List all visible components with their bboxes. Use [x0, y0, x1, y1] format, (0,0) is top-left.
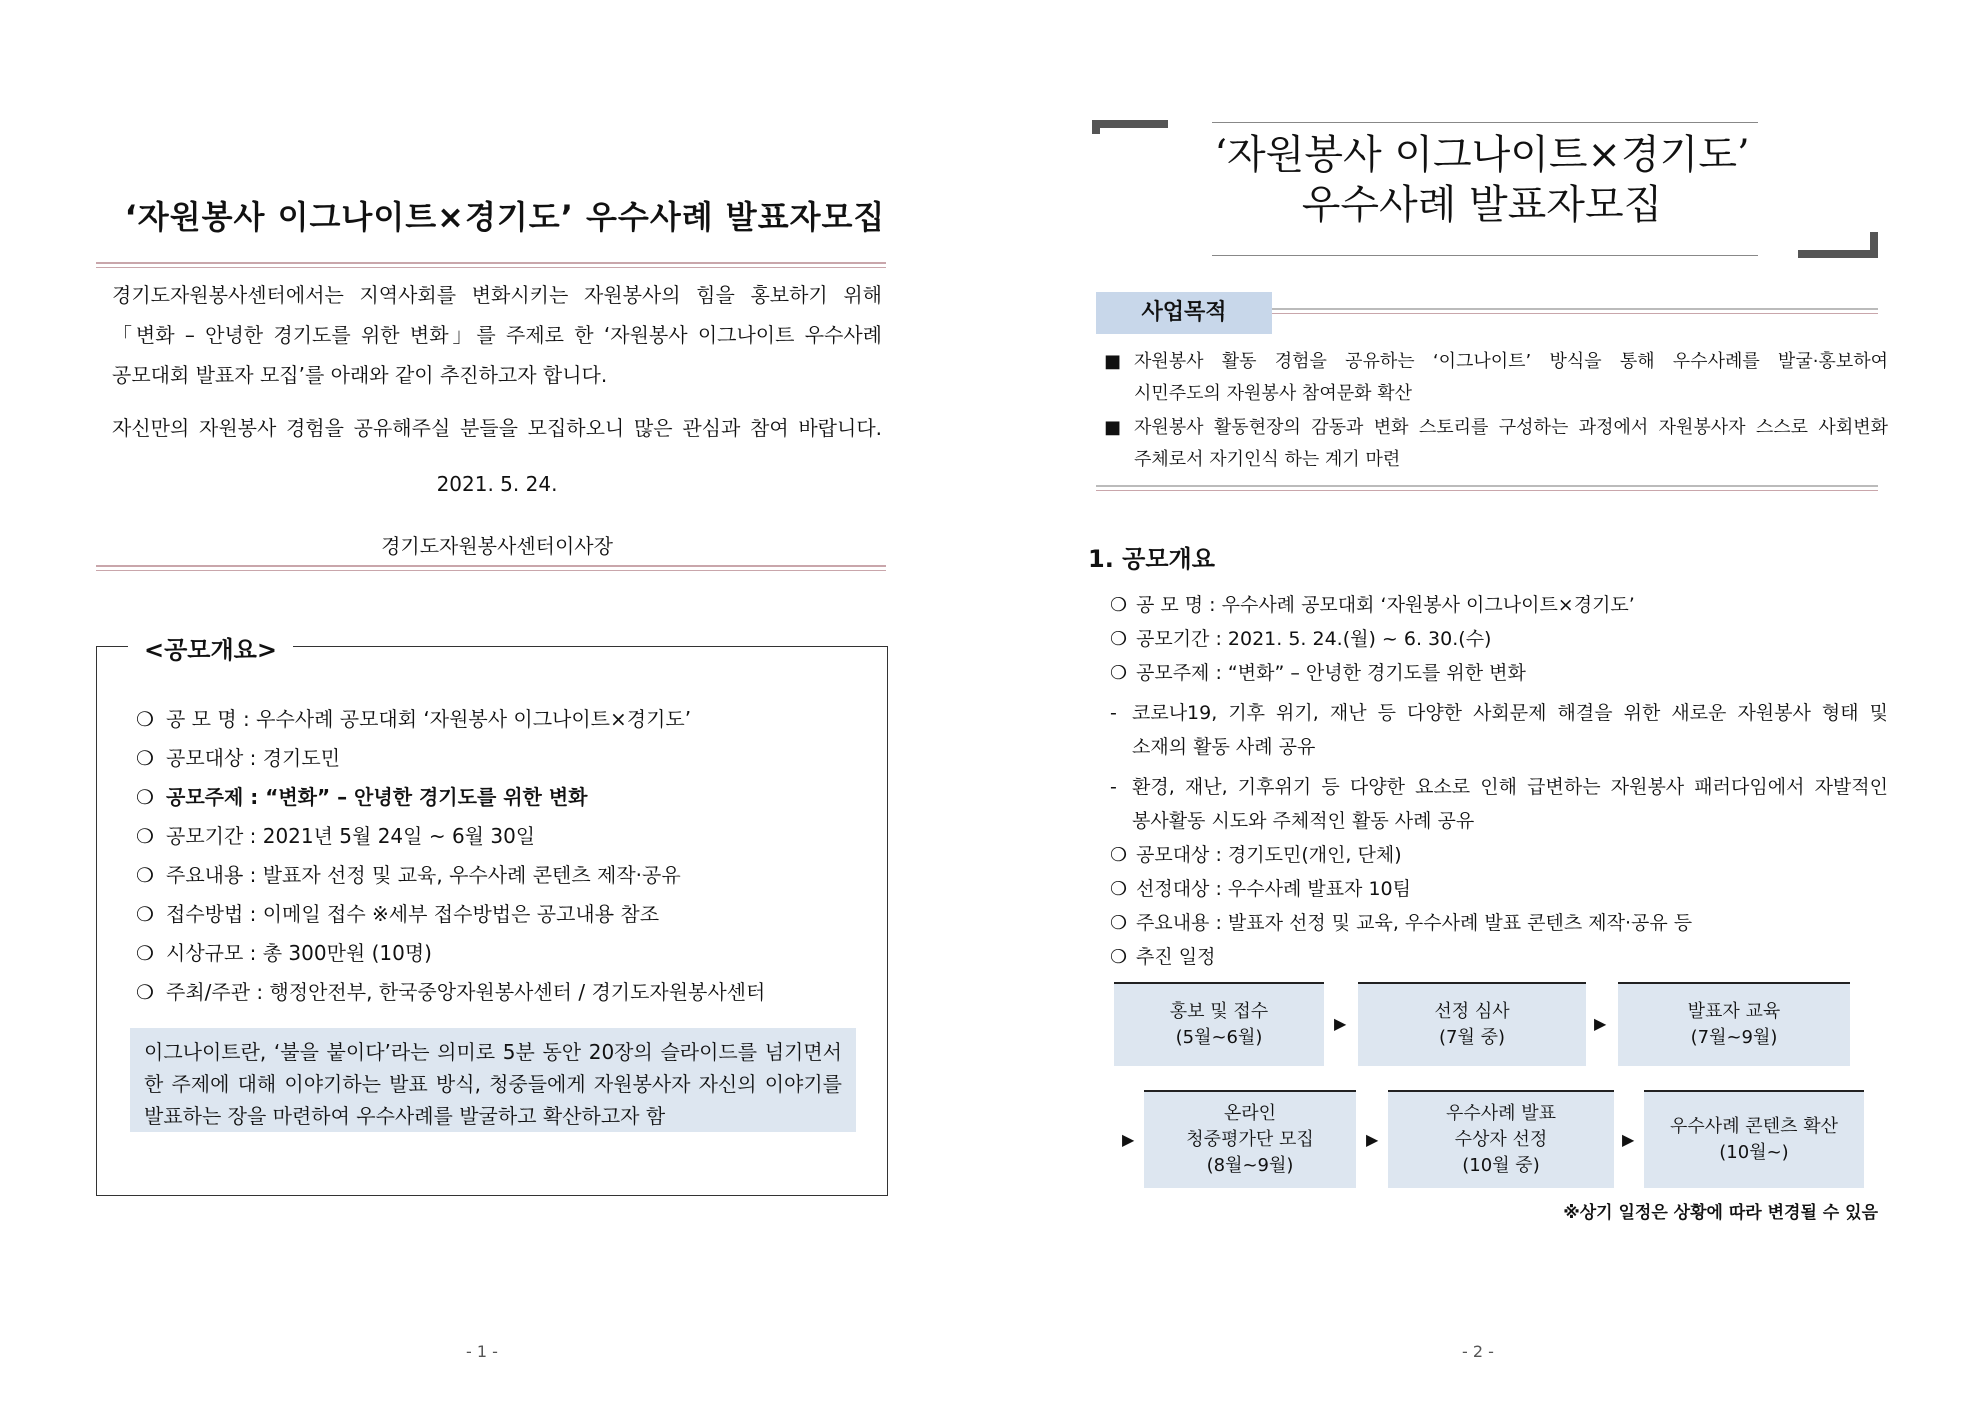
- list-item: ❍ 주요내용 : 발표자 선정 및 교육, 우수사례 발표 콘텐츠 제작·공유 등: [1110, 906, 1888, 940]
- arrow-right-icon: ▶: [1594, 1014, 1607, 1033]
- schedule-step: 발표자 교육 (7월~9월): [1618, 982, 1850, 1066]
- divider: [1272, 308, 1878, 310]
- dash-bullet-icon: -: [1110, 702, 1117, 724]
- corner-bracket: [1798, 232, 1878, 258]
- circle-bullet-icon: ❍: [136, 785, 154, 809]
- list-item: ❍ 추진 일정: [1110, 940, 1888, 974]
- circle-bullet-icon: ❍: [1110, 912, 1128, 934]
- dash-bullet-icon: -: [1110, 776, 1117, 798]
- schedule-step: 홍보 및 접수 (5월~6월): [1114, 982, 1324, 1066]
- page-title: ‘자원봉사 이그나이트×경기도’ 우수사례 발표자모집: [124, 198, 886, 236]
- list-item: ❍ 주최/주관 : 행정안전부, 한국중앙자원봉사센터 / 경기도자원봉사센터: [136, 973, 856, 1012]
- section-heading: 1. 공모개요: [1088, 545, 1215, 573]
- circle-bullet-icon: ❍: [136, 824, 154, 848]
- circle-bullet-icon: ❍: [1110, 878, 1128, 900]
- page-number: - 1 -: [466, 1342, 498, 1361]
- schedule-note: ※상기 일정은 상황에 따라 변경될 수 있음: [1563, 1203, 1878, 1223]
- page-number: - 2 -: [1462, 1342, 1494, 1361]
- circle-bullet-icon: ❍: [1110, 662, 1128, 684]
- signature: 경기도자원봉사센터이사장: [381, 534, 613, 558]
- page-title: [1202, 130, 1762, 230]
- sub-item: - 환경, 재난, 기후위기 등 다양한 요소로 인해 급변하는 자원봉사 패러다임에서 자발적인 봉사활동 시도와 주체적인 활동 사례 공유: [1110, 770, 1888, 838]
- schedule-step: 우수사례 콘텐츠 확산 (10월~): [1644, 1090, 1864, 1188]
- circle-bullet-icon: ❍: [136, 746, 154, 770]
- circle-bullet-icon: ❍: [1110, 594, 1128, 616]
- title-rule-bottom: [1212, 255, 1758, 256]
- divider: [1096, 485, 1878, 487]
- list-item: ❍ 공 모 명 : 우수사례 공모대회 ‘자원봉사 이그나이트×경기도’: [1110, 588, 1888, 622]
- intro-line: 경기도자원봉사센터에서는 지역사회를 변화시키는 자원봉사의 힘을 홍보하기 위해: [112, 283, 883, 307]
- title-line: ‘자원봉사 이그나이트×경기도’: [1214, 132, 1750, 178]
- corner-bracket: [1092, 120, 1168, 134]
- list-item: ❍ 공모대상 : 경기도민: [136, 739, 856, 778]
- section-tab-purpose: 사업목적: [1096, 292, 1272, 334]
- ignite-explanation: 이그나이트란, ‘불을 붙이다’라는 의미로 5분 동안 20장의 슬라이드를 넘기면서 한 주제에 대해 이야기하는 발표 방식, 청중들에게 자원봉사자 자신의 이야기를 발표하는 장을 마련하여 우수사례를 발굴하고 확산하고자 함: [130, 1028, 856, 1132]
- list-item: ❍ 시상규모 : 총 300만원 (10명): [136, 934, 856, 973]
- circle-bullet-icon: ❍: [136, 980, 154, 1004]
- circle-bullet-icon: ❍: [1110, 946, 1128, 968]
- schedule-step: 선정 심사 (7월 중): [1358, 982, 1586, 1066]
- list-item: ❍ 공 모 명 : 우수사례 공모대회 ‘자원봉사 이그나이트×경기도’: [136, 700, 856, 739]
- overview-list: [136, 700, 856, 1012]
- divider: [96, 262, 886, 264]
- circle-bullet-icon: ❍: [136, 863, 154, 887]
- call-to-participate: 자신만의 자원봉사 경험을 공유해주실 분들을 모집하오니 많은 관심과 참여 바랍니다.: [112, 416, 882, 440]
- divider: [96, 565, 886, 567]
- arrow-right-icon: ▶: [1334, 1014, 1347, 1033]
- arrow-right-icon: ▶: [1122, 1130, 1135, 1149]
- list-item: ❍ 선정대상 : 우수사례 발표자 10팀: [1110, 872, 1888, 906]
- page-2: [992, 0, 1984, 1403]
- intro-line: 「변화 – 안녕한 경기도를 위한 변화」를 주제로 한 ‘자원봉사 이그나이트 우수사례: [112, 323, 882, 347]
- list-item: ■ 자원봉사 활동현장의 감동과 변화 스토리를 구성하는 과정에서 자원봉사자 스스로 사회변화 주체로서 자기인식 하는 계기 마련: [1104, 412, 1888, 476]
- list-item: ■ 자원봉사 활동 경험을 공유하는 ‘이그나이트’ 방식을 통해 우수사례를 발굴·홍보하여 시민주도의 자원봉사 참여문화 확산: [1104, 346, 1888, 410]
- circle-bullet-icon: ❍: [1110, 844, 1128, 866]
- circle-bullet-icon: ❍: [136, 707, 154, 731]
- list-item: ❍ 접수방법 : 이메일 접수 ※세부 접수방법은 공고내용 참조: [136, 895, 856, 934]
- list-item: ❍ 공모주제 : “변화” – 안녕한 경기도를 위한 변화: [136, 778, 856, 817]
- arrow-right-icon: ▶: [1366, 1130, 1379, 1149]
- purpose-list: [1104, 346, 1888, 478]
- arrow-right-icon: ▶: [1622, 1130, 1635, 1149]
- overview-box-label: <공모개요>: [128, 630, 293, 665]
- circle-bullet-icon: ❍: [1110, 628, 1128, 650]
- circle-bullet-icon: ❍: [136, 902, 154, 926]
- title-rule-top: [1212, 122, 1758, 123]
- list-item: ❍ 주요내용 : 발표자 선정 및 교육, 우수사례 콘텐츠 제작·공유: [136, 856, 856, 895]
- square-bullet-icon: ■: [1104, 417, 1122, 438]
- list-item: ❍ 공모기간 : 2021년 5월 24일 ~ 6월 30일: [136, 817, 856, 856]
- list-item: ❍ 공모대상 : 경기도민(개인, 단체): [1110, 838, 1888, 872]
- schedule-step: 온라인 청중평가단 모집 (8월~9월): [1144, 1090, 1356, 1188]
- sub-item: - 코로나19, 기후 위기, 재난 등 다양한 사회문제 해결을 위한 새로운 자원봉사 형태 및 소재의 활동 사례 공유: [1110, 696, 1888, 764]
- list-item: ❍ 공모기간 : 2021. 5. 24.(월) ~ 6. 30.(수): [1110, 622, 1888, 656]
- list-item: ❍ 공모주제 : “변화” – 안녕한 경기도를 위한 변화: [1110, 656, 1888, 690]
- overview-list: [1110, 588, 1888, 974]
- schedule-step: 우수사례 발표 수상자 선정 (10월 중): [1388, 1090, 1614, 1188]
- intro-paragraph: [112, 275, 882, 395]
- title-line: 우수사례 발표자모집: [1301, 182, 1663, 228]
- circle-bullet-icon: ❍: [136, 941, 154, 965]
- intro-line: 공모대회 발표자 모집’를 아래와 같이 추진하고자 합니다.: [112, 363, 608, 387]
- announcement-date: 2021. 5. 24.: [436, 472, 558, 496]
- square-bullet-icon: ■: [1104, 351, 1122, 372]
